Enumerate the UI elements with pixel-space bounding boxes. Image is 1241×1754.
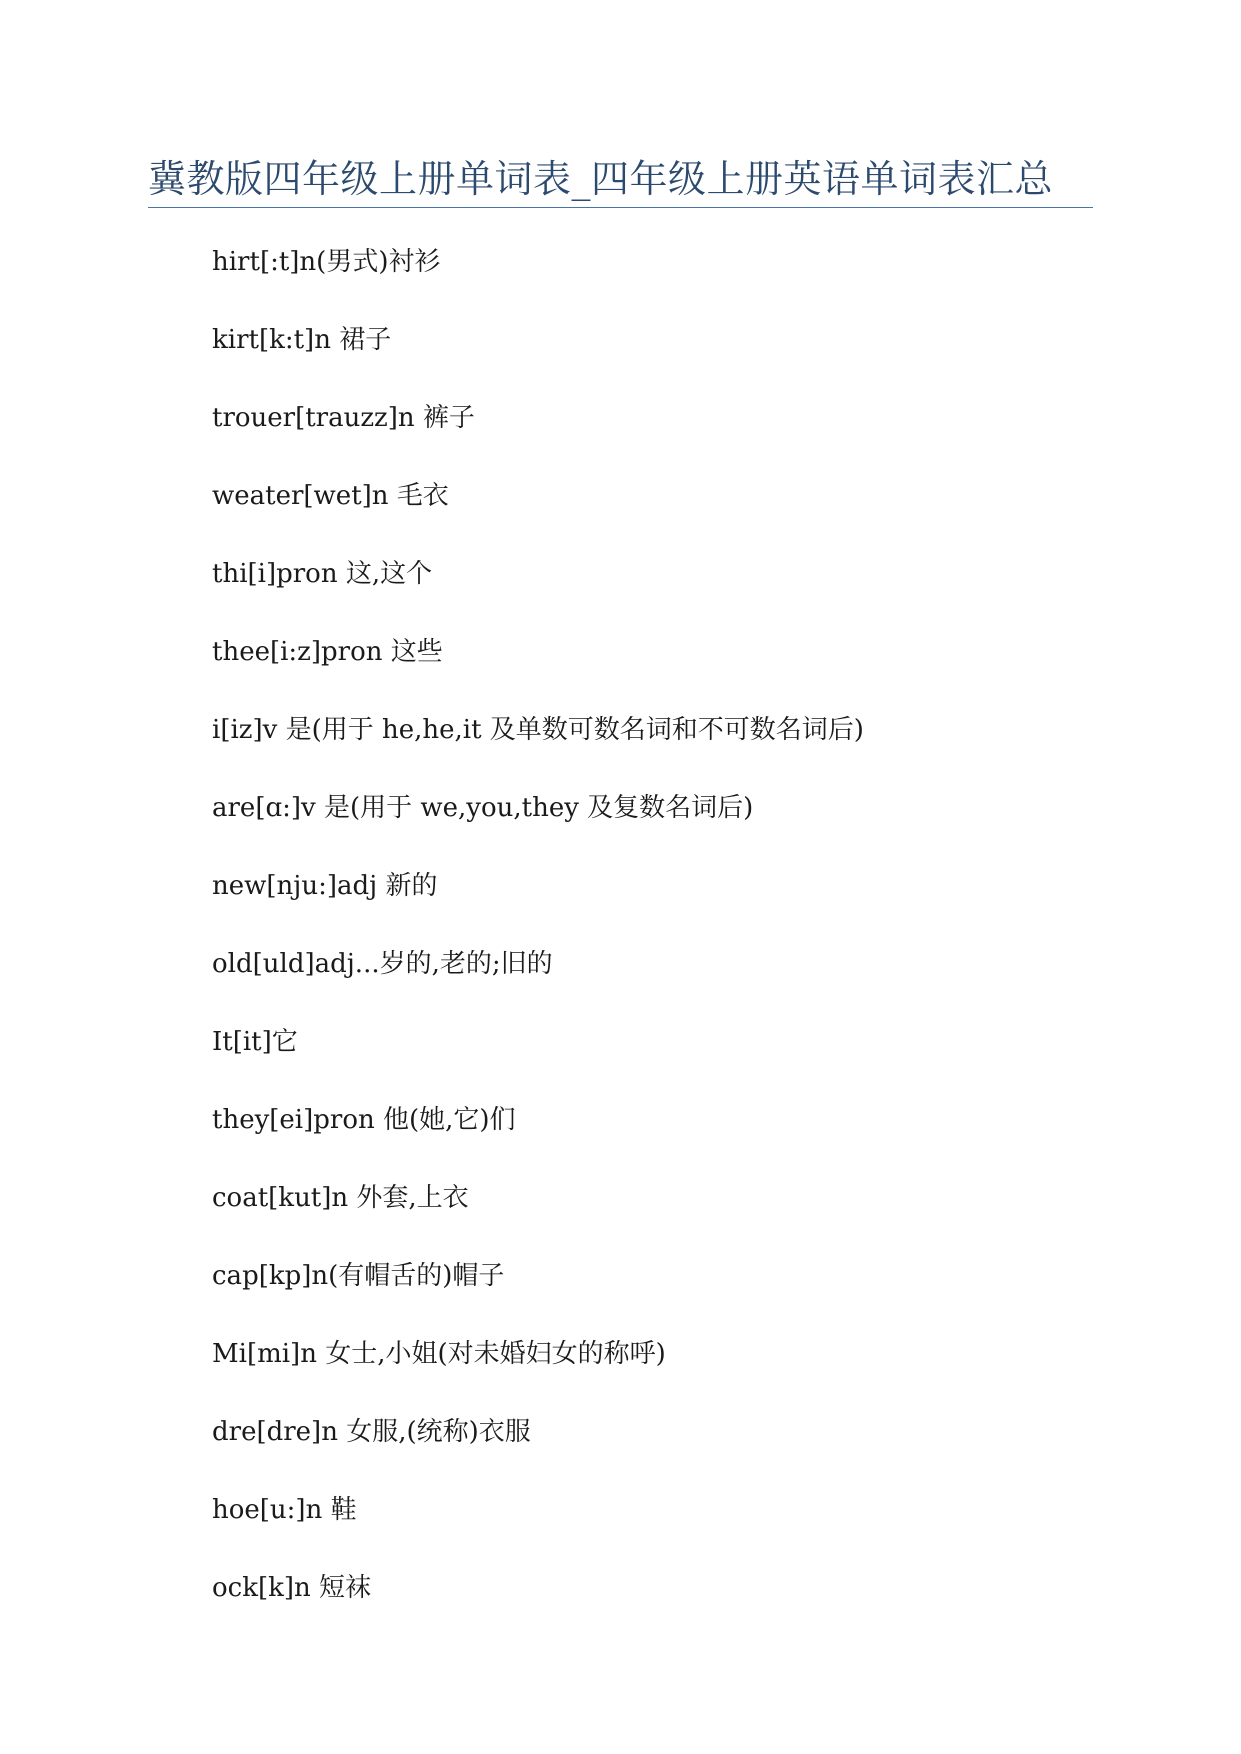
- vocabulary-entry: ock[k]n 短袜: [212, 1573, 372, 1603]
- vocabulary-entry: cap[kp]n(有帽舌的)帽子: [212, 1261, 505, 1291]
- vocabulary-entry: thi[i]pron 这,这个: [212, 559, 433, 589]
- vocabulary-entry: coat[kut]n 外套,上衣: [212, 1183, 469, 1213]
- vocabulary-entry: weater[wet]n 毛衣: [212, 481, 449, 511]
- vocabulary-entry: kirt[k:t]n 裙子: [212, 325, 392, 355]
- document-title: 冀教版四年级上册单词表_四年级上册英语单词表汇总: [148, 157, 1054, 201]
- vocabulary-entry: hoe[u:]n 鞋: [212, 1495, 357, 1525]
- vocabulary-entry: Mi[mi]n 女士,小姐(对未婚妇女的称呼): [212, 1339, 666, 1369]
- vocabulary-entry: It[it]它: [212, 1027, 298, 1057]
- vocabulary-entry: they[ei]pron 他(她,它)们: [212, 1105, 516, 1135]
- vocabulary-entry: new[nju:]adj 新的: [212, 871, 438, 901]
- vocabulary-entry: trouer[trauzz]n 裤子: [212, 403, 475, 433]
- vocabulary-entry: are[ɑ:]v 是(用于 we,you,they 及复数名词后): [212, 793, 754, 823]
- vocabulary-list: [212, 238, 864, 1642]
- vocabulary-entry: thee[i:z]pron 这些: [212, 637, 443, 667]
- title-underline: [148, 207, 1093, 208]
- vocabulary-entry: hirt[:t]n(男式)衬衫: [212, 247, 441, 277]
- vocabulary-entry: old[uld]adj...岁的,老的;旧的: [212, 949, 553, 979]
- vocabulary-entry: i[iz]v 是(用于 he,he,it 及单数可数名词和不可数名词后): [212, 715, 864, 745]
- vocabulary-entry: dre[dre]n 女服,(统称)衣服: [212, 1417, 531, 1447]
